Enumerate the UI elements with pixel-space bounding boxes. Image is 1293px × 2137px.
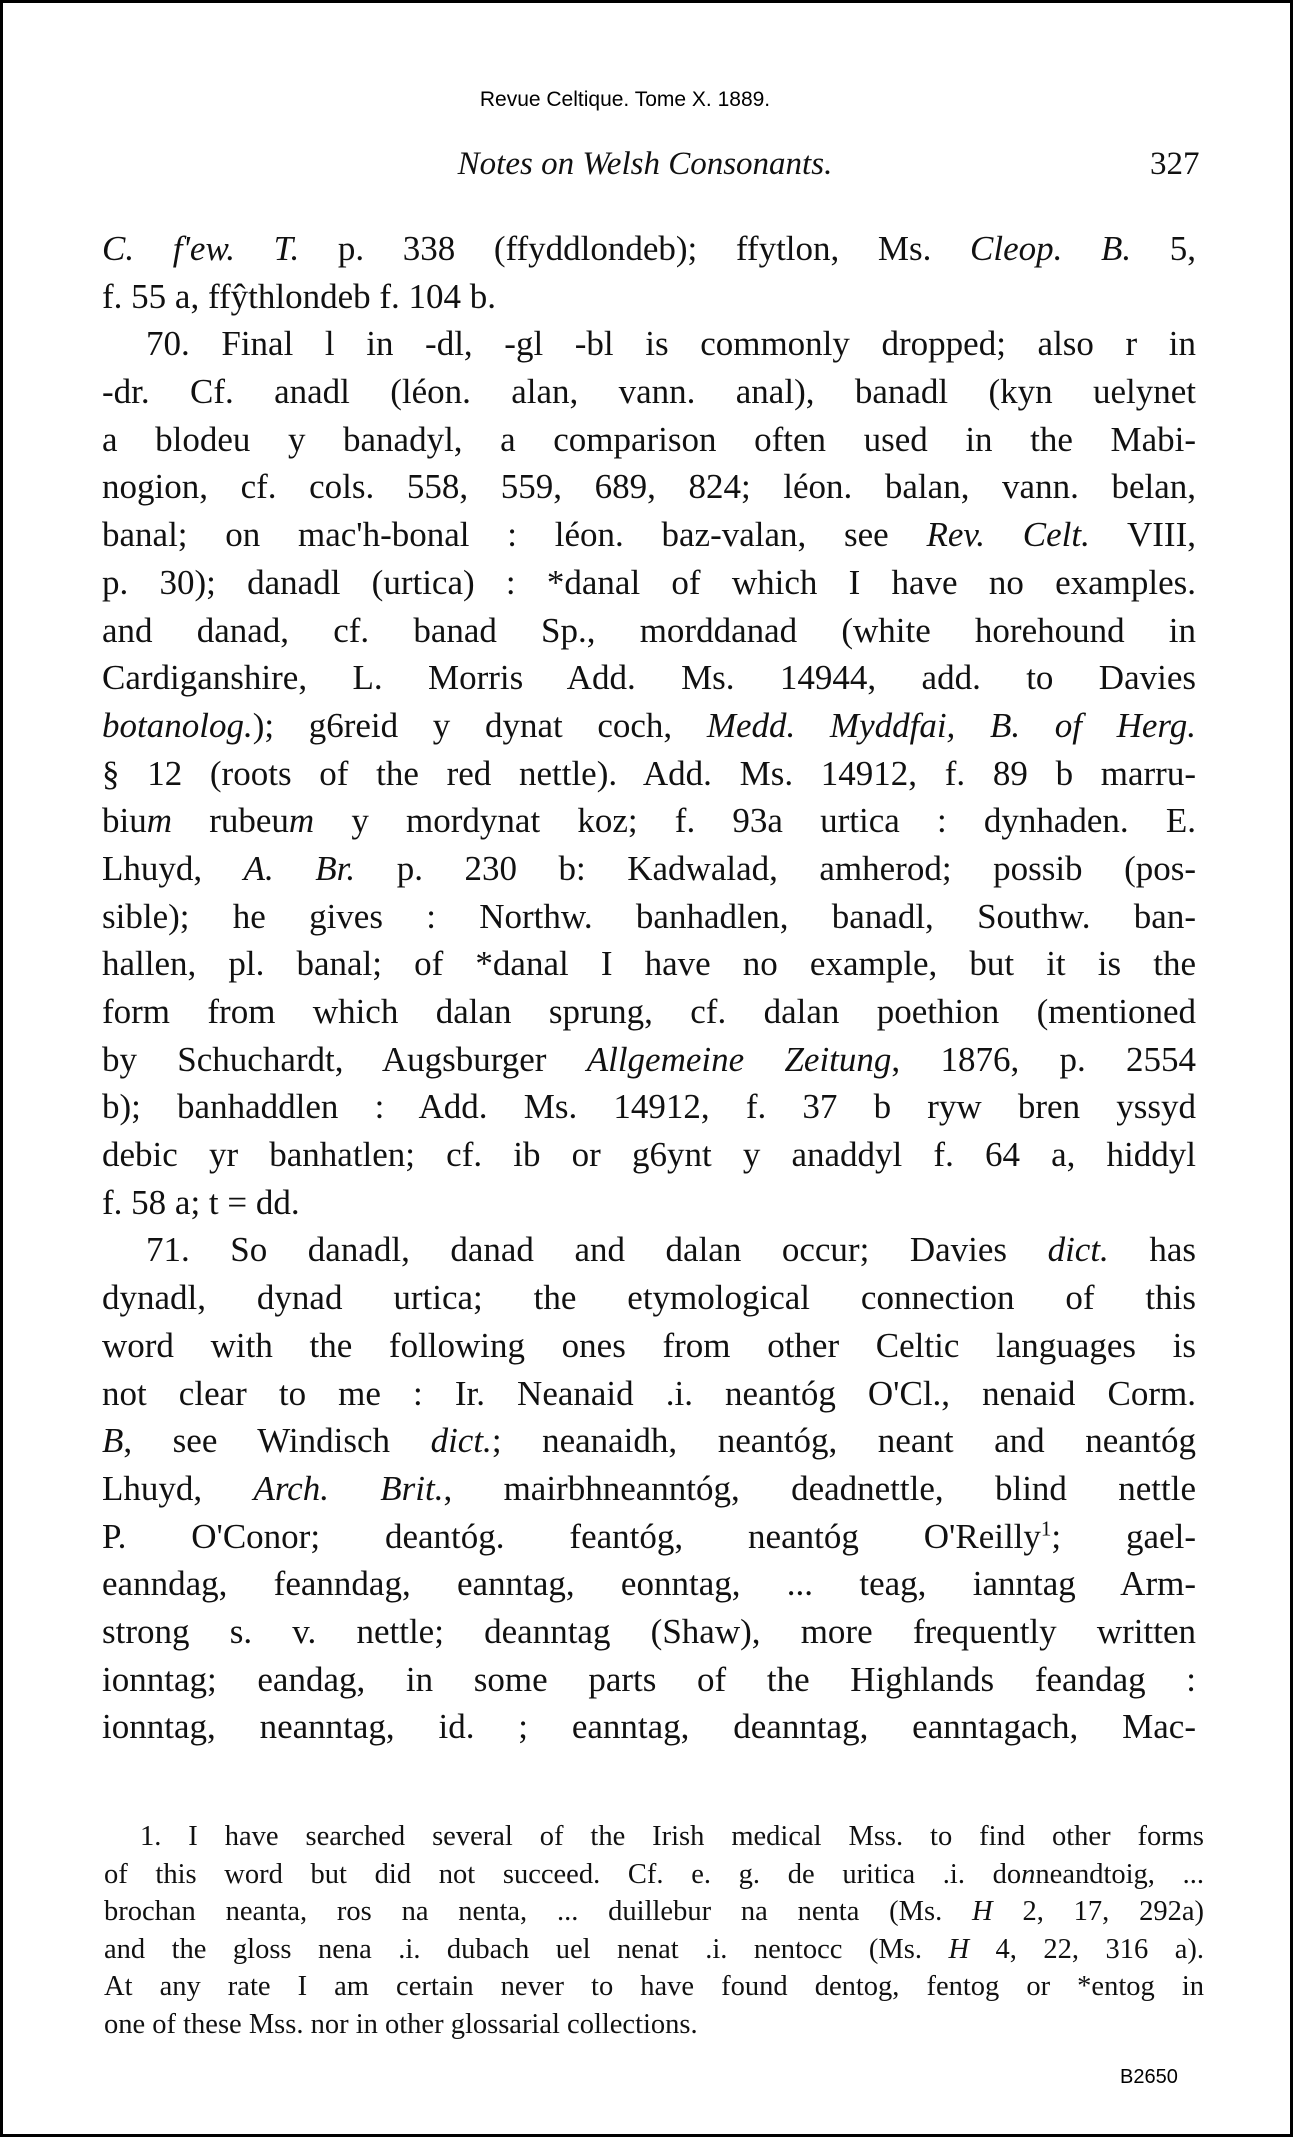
text-run: VIII, (1089, 515, 1196, 555)
text-run: 4, 22, 316 a). (969, 1933, 1204, 1965)
text-run: At any rate I am certain never to have found dentog, fentog or *entog in (104, 1971, 1204, 2003)
text-run: ionntag; eandag, in some parts of the Highlands feandag : (102, 1659, 1196, 1699)
body-line (102, 1274, 1196, 1322)
body-line (102, 1179, 1196, 1227)
text-run: Lhuyd, (102, 848, 244, 888)
text-run: brochan neanta, ros na nenta, ... duillebur na nenta (Ms. (104, 1896, 973, 1928)
journal-header: Revue Celtique. Tome X. 1889. (479, 88, 771, 111)
body-line (102, 559, 1196, 607)
italic-run: Rev. Celt. (926, 515, 1090, 555)
footnote-line (104, 2006, 1204, 2044)
body-line (102, 1036, 1196, 1084)
body-line (102, 1417, 1196, 1465)
text-run: -dr. Cf. anadl (léon. alan, vann. anal), banadl (kyn uelynet (102, 372, 1196, 412)
italic-run: Medd. Myddfai, B. of Herg. (706, 705, 1196, 745)
body-line (102, 511, 1196, 559)
italic-run: m (288, 801, 315, 841)
body-line (102, 463, 1196, 511)
footnote-line (104, 1931, 1204, 1969)
body-line (102, 368, 1196, 416)
text-run: has (1108, 1230, 1197, 1270)
text-run: a blodeu y banadyl, a comparison often used in the Mabi- (102, 419, 1196, 459)
text-run: biu (102, 801, 147, 841)
text-run: of this word but did not succeed. Cf. e. g. de uritica .i. do (104, 1858, 1022, 1890)
italic-run: H (972, 1896, 993, 1928)
body-line (102, 416, 1196, 464)
italic-run: Cleop. B. (970, 229, 1132, 268)
text-run: one of these Mss. nor in other glossarial collections. (104, 2008, 698, 2040)
text-run: and the gloss nena .i. dubach uel nenat .i. nentocc (Ms. (104, 1933, 949, 1965)
body-line (102, 1083, 1196, 1131)
body-line (102, 654, 1196, 702)
italic-run: botanolog. (102, 705, 253, 745)
text-run: hallen, pl. banal; of *danal I have no example, but it is the (102, 944, 1196, 984)
italic-run: dict. (1047, 1230, 1109, 1270)
text-run: strong s. v. nettle; deanntag (Shaw), more frequently written (102, 1611, 1196, 1651)
body-line (102, 1656, 1196, 1704)
text-run: dynadl, dynad urtica; the etymological connection of this (102, 1278, 1196, 1318)
text-run: nogion, cf. cols. 558, 559, 689, 824; léon. balan, vann. belan, (102, 467, 1196, 507)
text-run: b); banhaddlen : Add. Ms. 14912, f. 37 b ryw bren yssyd (102, 1087, 1196, 1127)
body-line (102, 225, 1196, 273)
italic-run: C. f'ew. T. (102, 229, 300, 268)
catalog-code: B2650 (1120, 2066, 1178, 2088)
body-line (102, 702, 1196, 750)
body-line (102, 1608, 1196, 1656)
footnote-ref: 1 (1040, 1515, 1052, 1540)
footnote-line (104, 1818, 1204, 1856)
body-line (102, 1370, 1196, 1418)
italic-run: Allgemeine Zeitung (586, 1039, 892, 1079)
body-line (102, 1322, 1196, 1370)
text-run: f. 58 a; t = dd. (102, 1182, 300, 1222)
text-run: not clear to me : Ir. Neanaid .i. neantóg O'Cl., nenaid Corm. (102, 1373, 1196, 1413)
text-run: ); g6reid y dynat coch, (252, 705, 707, 745)
italic-run: H (948, 1933, 970, 1965)
footnote-line (104, 1968, 1204, 2006)
body-line (102, 1703, 1196, 1751)
text-run: eanndag, feanndag, eanntag, eonntag, ... teag, ianntag Arm- (102, 1564, 1196, 1604)
body-line (102, 893, 1196, 941)
running-head: Notes on Welsh Consonants. (457, 146, 833, 182)
body-line (102, 1513, 1196, 1561)
footnote-line (104, 1893, 1204, 1931)
text-run: , 1876, p. 2554 (891, 1039, 1196, 1079)
text-run: y mordynat koz; f. 93a urtica : dynhaden. E. (314, 801, 1196, 841)
text-run: p. 230 b: Kadwalad, amherod; possib (pos- (355, 848, 1196, 888)
italic-run: A. Br. (243, 848, 356, 888)
text-run: neandtoig, ... (1035, 1858, 1204, 1890)
text-run: 5, (1131, 229, 1196, 268)
body-line (102, 1131, 1196, 1179)
footnote (104, 1818, 1204, 2044)
text-run: rubeu (172, 801, 289, 841)
body-line (102, 940, 1196, 988)
text-run: 71. So danadl, danad and dalan occur; Davies (146, 1230, 1048, 1270)
body-line (102, 1226, 1196, 1274)
text-run: Cardiganshire, L. Morris Add. Ms. 14944, add. to Davies (102, 658, 1196, 698)
text-run: § 12 (roots of the red nettle). Add. Ms. 14912, f. 89 b marru- (102, 753, 1196, 793)
body-line (102, 845, 1196, 893)
text-run: and danad, cf. banad Sp., morddanad (white horehound in (102, 610, 1196, 650)
text-run: debic yr banhatlen; cf. ib or g6ynt y anaddyl f. 64 a, hiddyl (102, 1135, 1196, 1175)
italic-run: Arch. Brit. (253, 1468, 444, 1508)
text-run: p. 338 (ffyddlondeb); ffytlon, Ms. (299, 229, 971, 268)
body-line (102, 988, 1196, 1036)
text-run: P. O'Conor; deantóg. feantóg, neantóg O'Reilly (102, 1516, 1041, 1556)
body-line (102, 607, 1196, 655)
body-line (102, 320, 1196, 368)
text-run: by Schuchardt, Augsburger (102, 1039, 587, 1079)
text-run: 70. Final l in -dl, -gl -bl is commonly dropped; also r in (146, 324, 1196, 364)
body-line (102, 1465, 1196, 1513)
text-run: form from which dalan sprung, cf. dalan poethion (mentioned (102, 992, 1196, 1031)
text-run: sible); he gives : Northw. banhadlen, banadl, Southw. ban- (102, 896, 1196, 936)
text-run: banal; on mac'h-bonal : léon. baz-valan, see (102, 515, 927, 555)
text-run: ; gael- (1051, 1516, 1196, 1556)
footnote-line (104, 1856, 1204, 1894)
italic-run: B (102, 1421, 124, 1461)
italic-run: m (146, 801, 173, 841)
text-run: ; neanaidh, neantóg, neant and neantóg (491, 1421, 1197, 1461)
text-run: Lhuyd, (102, 1468, 254, 1508)
body-text (102, 225, 1196, 1751)
text-run: , see Windisch (123, 1421, 431, 1461)
text-run: p. 30); danadl (urtica) : *danal of which I have no examples. (102, 562, 1196, 602)
text-run: , mairbhneanntóg, deadnettle, blind nettle (443, 1468, 1196, 1508)
text-run: 1. I have searched several of the Irish medical Mss. to find other forms (140, 1821, 1204, 1852)
body-line (102, 797, 1196, 845)
text-run: 2, 17, 292a) (992, 1896, 1205, 1928)
page-number: 327 (1150, 146, 1200, 182)
body-line (102, 750, 1196, 798)
text-run: word with the following ones from other Celtic languages is (102, 1325, 1196, 1365)
italic-run: dict. (430, 1421, 492, 1461)
text-run: ionntag, neanntag, id. ; eanntag, deanntag, eanntagach, Mac- (102, 1707, 1196, 1747)
text-run: f. 55 a, ffŷthlondeb f. 104 b. (102, 276, 497, 316)
body-line (102, 273, 1196, 321)
body-line (102, 1560, 1196, 1608)
italic-run: n (1021, 1858, 1036, 1890)
